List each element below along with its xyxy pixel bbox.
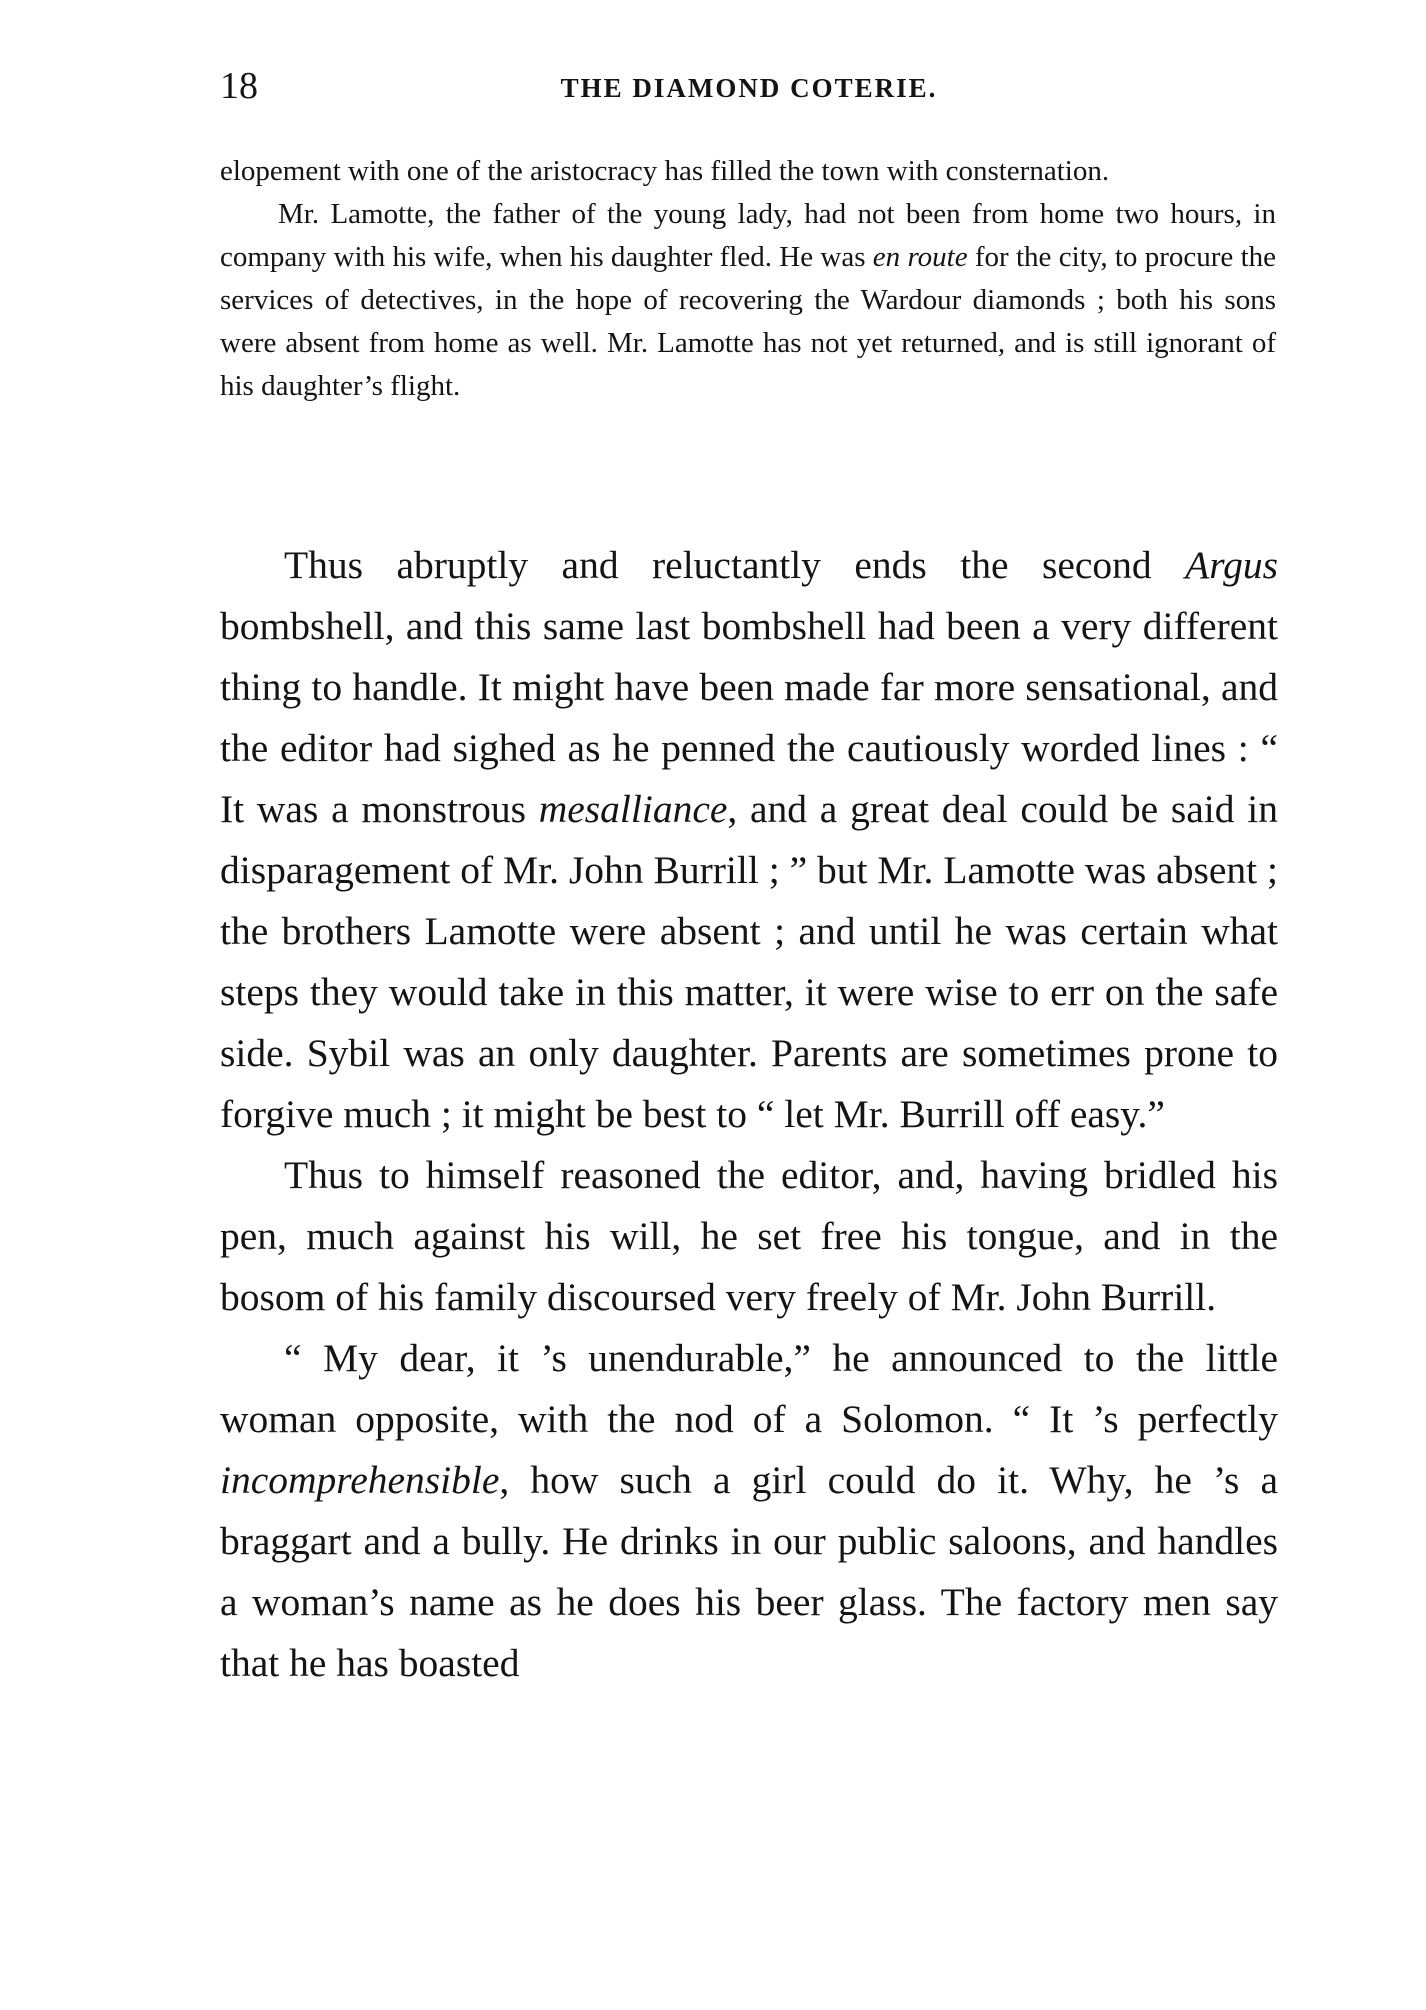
quote-p2-italic-en-route: en route [872,241,968,273]
quote-p2-text-1: Mr. Lamotte, the father of the young lady, had not been from home two hours, in company with his wife, when his daughter fled. He was [220,198,1276,273]
body-paragraph-2: Thus to himself reasoned the editor, and, having bridled his pen, much against his will, he set free his tongue, and in the bosom of his family discoursed very freely of Mr. John Burrill. [220,1153,1278,1319]
page-number: 18 [220,65,258,107]
body-paragraph-3 [220,1328,1278,1694]
quote-paragraph-2 [220,193,1276,408]
body-p3-text-2: , how such a girl could do it. Why, he ’s a braggart and a bully. He drinks in our public saloons, and handles a woman’s name as he does his beer glass. The factory men say that he has boasted [220,1458,1278,1685]
newspaper-quote [220,150,1276,408]
running-head [220,64,1278,108]
body-p1-text-2: bombshell, and this same last bombshell had been a very different thing to handle. It might have been made far more sensational, and the editor had sighed as he penned the cautiously worded lines : “ It was a monstrous [220,604,1278,831]
body-paragraph-1 [220,535,1278,1145]
body-p1-italic-mesalliance: mesalliance [538,787,728,831]
body-text [220,535,1278,1694]
body-p3-text-1: “ My dear, it ’s unendurable,” he announced to the little woman opposite, with the nod of a Solomon. “ It ’s perfectly [220,1336,1278,1441]
body-p1-text-1: Thus abruptly and reluctantly ends the second [284,543,1186,587]
body-p1-text-3: , and a great deal could be said in disparagement of Mr. John Burrill ; ” but Mr. Lamotte was absent ; the brothers Lamotte were absent ; and until he was certain what steps they would take in this matter, it were wise to err on the safe side. Sybil was an only daughter. Parents are sometimes prone to forgive much ; it might be best to “ let Mr. Burrill off easy.” [220,787,1279,1136]
quote-paragraph-1: elopement with one of the aristocracy has filled the town with consternation. [220,155,1110,187]
running-title: THE DIAMOND COTERIE. [560,73,938,103]
body-p1-italic-argus: Argus [1185,543,1278,587]
body-p3-italic-incomprehensible: incomprehensible [220,1458,500,1502]
quote-p2-text-2: for the city, to procure the services of detectives, in the hope of recovering the Wardour diamonds ; both his sons were absent from home as well. Mr. Lamotte has not yet returned, and is still ignorant of his daughter’s flight. [220,241,1276,402]
